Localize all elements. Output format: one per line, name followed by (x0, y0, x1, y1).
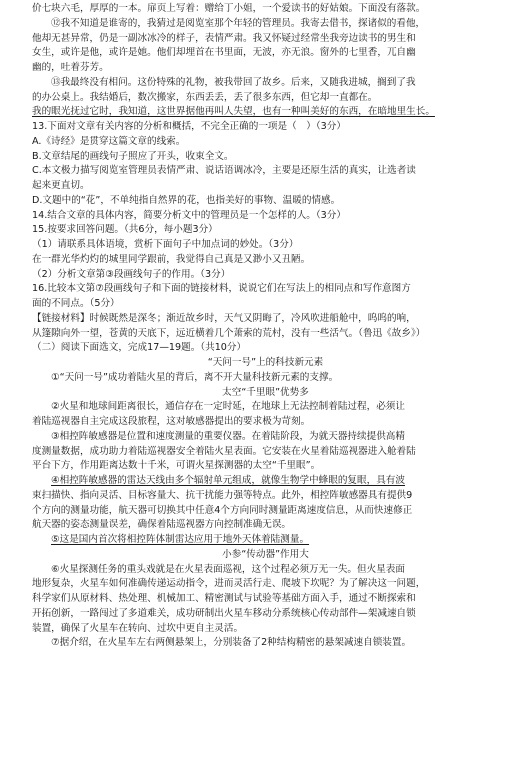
underlined-sentence: ⑤这是国内首次将相控阵体制雷达应用于地外天体着陆测量。 (51, 534, 310, 545)
paragraph-4-cont: 束扫描快、指向灵活、目标容量大、抗干扰能力强等特点。此外，相控阵敏感器具有提供9 (32, 489, 413, 501)
subheading-1: 太空“千里眼”优势多 (222, 386, 309, 398)
question-15-1-sentence: 在一群光华灼灼的城里同学跟前，我觉得自己真是又渺小又丑陋。 (32, 253, 311, 265)
paragraph-5 (32, 533, 499, 548)
paragraph-3-cont: 度测量数据，成功助力着陆巡视器安全着陆火星表面。它安装在火星着陆巡视器进入舱着陆 (32, 445, 416, 457)
text-line: 幽的，吐着芬芳。 (32, 62, 109, 73)
section-2-heading: （二）阅读下面选文，完成17—19题。（共10分） (32, 342, 247, 354)
paragraph-6-cont: 开拓创新，一路闯过了多道难关，成功研制出火星车移动分系统核心传动部件—架减速自锁 (32, 607, 416, 619)
underlined-sentence: ④相控阵敏感器的雷达天线由多个辐射单元组成，就像生物学中蜂眼的复眼，具有波 (51, 475, 405, 486)
article-title: “天问一号”上的科技新元素 (207, 357, 324, 368)
question-15-2: （2）分析文章第③段画线句子的作用。（3分） (32, 268, 231, 280)
option-b: B.文章结尾的画线句子照应了开头，收束全文。 (32, 150, 234, 162)
text-line: 女生，或许是他，或许是她。他们却埋首在书里面，无波，亦无浪。窗外的七里香，兀自幽 (32, 47, 416, 59)
option-a: A.《诗经》是贯穿这篇文章的线索。 (32, 135, 186, 147)
underlined-ending-sentence: 我的眼光抚过它时，我知道，这世界据他再叫人失望，也有一种叫美好的东西，在暗地里生长。 (32, 106, 435, 118)
paragraph-6-cont: 装置，确保了火星车在转向、过坎中更自主灵活。 (32, 622, 244, 634)
paragraph-4 (32, 474, 499, 489)
option-c-cont: 起来更直切。 (32, 180, 90, 191)
underlined-ending-line (32, 105, 499, 120)
paragraph-12-line: ⑫我不知道是谁寄的，我猜过是阅览室那个年轻的管理员。我寄去借书，探诸似的看他， (51, 17, 426, 29)
paragraph-1: ①“天问一号”成功着陆火星的背后，离不开大量科技新元素的支撑。 (51, 371, 339, 383)
subheading-2: 小参“传动器”作用大 (222, 548, 309, 560)
paragraph-3: ③相控阵敏感器是位置和速度测量的重要仪器。在着陆阶段，为就天器持续提供高精 (51, 430, 405, 442)
paragraph-3-cont: 平台下方，作用距离达数十千米，可谓火星探测器的太空“千里眼”。 (32, 460, 321, 472)
option-d: D.文题中的“花”，不单纯指自然界的花，也指美好的事物、温暖的情感。 (32, 194, 341, 206)
paragraph-2: ②火星和地球间距离很长，通信存在一定时延，在地球上无法控制着陆过程，必须让 (51, 401, 405, 413)
question-13: 13.下面对文章有关内容的分析和概括，不完全正确的一项是（ ）（3分） (32, 121, 346, 132)
question-16-cont: 面的不同点。（5分） (32, 298, 120, 309)
link-material: 【链接材料】时候既然是深冬；渐近故乡时，天气又阴晦了，冷风吹进船舱中，呜呜的响， (32, 312, 416, 324)
paragraph-4-cont: 个方向的测量功能，航天器可切换其中任意4个方向同时测量距离速度信息，从而快速修正 (32, 504, 413, 516)
question-15: 15.按要求回答问题。（共6分，每小题3分） (32, 224, 218, 236)
paragraph-6-cont: 地形复杂，火星车如何准确传递运动指令，进而灵活行走、爬坡下坎呢？为了解决这一问题， (32, 578, 426, 590)
question-14: 14.结合文章的具体内容，简要分析文中的管理员是一个怎样的人。（3分） (32, 209, 346, 221)
paragraph-4-cont: 航天器的姿态测量误差，确保着陆巡视器方向控制准确无误。 (32, 519, 292, 531)
text-line: 的办公桌上。我结婚后，数次搬家，东西丢丢，丢了很多东西，但它却一直都在。 (32, 91, 378, 103)
paragraph-6: ⑥火星探测任务的重头戏就是在火星表面巡视，这个过程必须万无一失。但火星表面 (51, 563, 405, 575)
paragraph-7: ⑦据介绍，在火星车左右两侧悬架上，分别装备了2种结构精密的悬架减速自锁装置。 (51, 637, 412, 649)
option-c: C.本文极力描写阅览室管理员表情严肃、说话语调冰冷，主要是还原生活的真实，让选者读 (32, 165, 416, 177)
link-material-cont: 从篷隙向外一望，苍黄的天底下，远近横着几个萧索的荒村，没有一些活气。（鲁迅《故乡》） (32, 327, 426, 339)
paragraph-2-cont: 着陆巡视器自主完成这段旅程，这对敏感器提出的要求极为苛刻。 (32, 416, 311, 427)
paragraph-13-line: ⑬我最终没有相问。这份特殊的礼物，被我带回了故乡。后来，又随我进城，搁到了我 (51, 76, 416, 88)
text-line: 他却无甚异常，仍是一副冰冰冷的样子，表情严肃。我又怀疑过经常坐我旁边读书的男生和 (32, 32, 416, 44)
question-16: 16.比较本文第⑦段画线句子和下面的链接材料，说说它们在写法上的相同点和写作意图方 (32, 283, 411, 295)
text-line: 价七块六毛，厚厚的一本。扉页上写着：赠给丁小姐，一个爱读书的好姑娘。下面没有落款。 (32, 3, 426, 14)
paragraph-6-cont: 科学家们从原材料、热处理、机械加工、精密测试与试验等基础方面入手，通过不断探索和 (32, 593, 416, 604)
question-15-1: （1）请联系具体语境，赏析下面句子中加点词的妙处。（3分） (32, 239, 299, 250)
